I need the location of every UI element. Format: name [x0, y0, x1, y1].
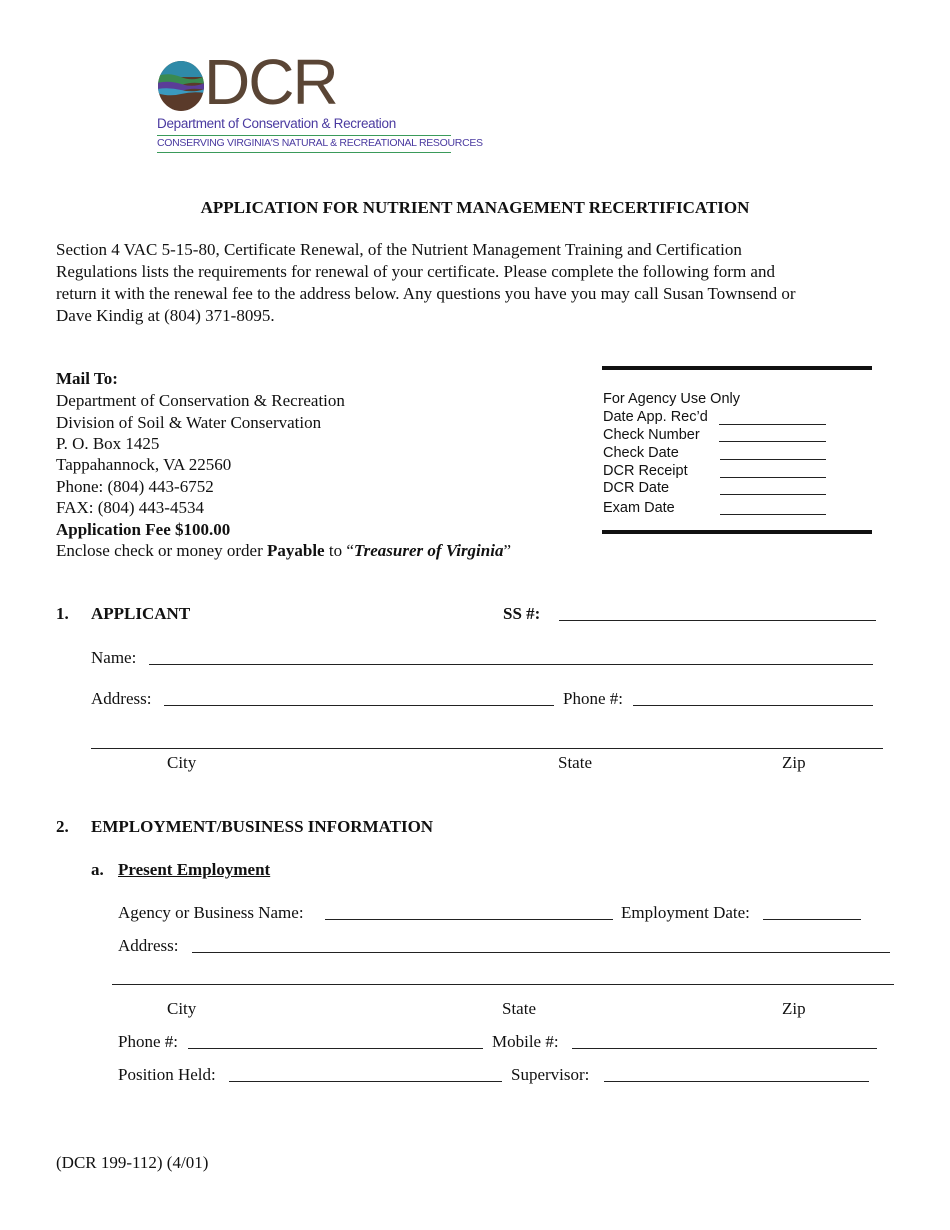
- form-number-footer: (DCR 199-112) (4/01): [56, 1153, 209, 1172]
- phone-input[interactable]: [633, 705, 873, 706]
- employer-city-caption: City: [167, 999, 197, 1018]
- enclose-to: to “: [324, 541, 354, 560]
- agency-field-label: DCR Date: [603, 480, 670, 496]
- city-state-zip-input[interactable]: [91, 748, 883, 749]
- name-label: Name:: [91, 648, 137, 667]
- employment-date-input[interactable]: [763, 919, 861, 920]
- application-fee: Application Fee $100.00: [56, 520, 231, 539]
- mail-to-phone: Phone: (804) 443-6752: [56, 477, 214, 496]
- agency-field-label: DCR Receipt: [603, 463, 688, 479]
- business-name-input[interactable]: [325, 919, 613, 920]
- agency-bottom-rule: [602, 530, 872, 534]
- section-1-number: 1.: [56, 604, 69, 623]
- agency-field-line[interactable]: [720, 494, 826, 495]
- agency-heading: For Agency Use Only: [603, 391, 740, 407]
- city-caption: City: [167, 753, 197, 772]
- mail-to-line-2: Division of Soil & Water Conservation: [56, 413, 322, 432]
- agency-field-line[interactable]: [719, 441, 826, 442]
- logo-letters: DCR: [204, 46, 337, 118]
- employer-state-caption: State: [502, 999, 536, 1018]
- subsection-a-heading: Present Employment: [118, 860, 271, 879]
- logo-tagline: CONSERVING VIRGINIA'S NATURAL & RECREATIONAL RESOURCES: [157, 137, 483, 149]
- employer-zip-caption: Zip: [782, 999, 806, 1018]
- phone-label: Phone #:: [563, 689, 623, 708]
- supervisor-label: Supervisor:: [511, 1065, 590, 1084]
- enclose-payable: Payable: [267, 541, 325, 560]
- employer-address-input[interactable]: [192, 952, 890, 953]
- employment-date-label: Employment Date:: [621, 903, 750, 922]
- agency-field-label: Check Number: [603, 427, 700, 443]
- agency-field-line[interactable]: [720, 514, 826, 515]
- intro-line-3: return it with the renewal fee to the address below. Any questions you have you may call Susan Townsend or: [56, 284, 796, 303]
- enclose-instructions: [56, 541, 511, 561]
- agency-field-label: Check Date: [603, 445, 679, 461]
- name-input[interactable]: [149, 664, 873, 665]
- mobile-input[interactable]: [572, 1048, 877, 1049]
- logo-rule-bottom: [157, 152, 451, 153]
- intro-line-1: Section 4 VAC 5-15-80, Certificate Renewal, of the Nutrient Management Training and Certification: [56, 240, 742, 259]
- business-name-label: Agency or Business Name:: [118, 903, 304, 922]
- mail-to-line-4: Tappahannock, VA 22560: [56, 455, 232, 474]
- address-label: Address:: [91, 689, 152, 708]
- section-2-number: 2.: [56, 817, 69, 836]
- subsection-a-letter: a.: [91, 860, 104, 879]
- intro-line-4: Dave Kindig at (804) 371-8095.: [56, 306, 275, 325]
- position-held-input[interactable]: [229, 1081, 502, 1082]
- employer-phone-input[interactable]: [188, 1048, 483, 1049]
- ss-input[interactable]: [559, 620, 876, 621]
- mail-to-line-1: Department of Conservation & Recreation: [56, 391, 345, 410]
- employer-phone-label: Phone #:: [118, 1032, 178, 1051]
- agency-field-line[interactable]: [719, 424, 826, 425]
- position-held-label: Position Held:: [118, 1065, 216, 1084]
- agency-field-line[interactable]: [720, 477, 826, 478]
- logo-rule: [157, 135, 451, 136]
- agency-top-rule: [602, 366, 872, 370]
- intro-line-2: Regulations lists the requirements for renewal of your certificate. Please complete the following form and: [56, 262, 775, 281]
- enclose-payee: Treasurer of Virginia: [353, 541, 504, 560]
- employer-city-state-zip-input[interactable]: [112, 984, 894, 985]
- enclose-end: ”: [503, 541, 512, 560]
- enclose-prefix: Enclose check or money order: [56, 541, 267, 560]
- mail-to-line-3: P. O. Box 1425: [56, 434, 160, 453]
- page-title: APPLICATION FOR NUTRIENT MANAGEMENT RECERTIFICATION: [200, 198, 750, 217]
- logo-department: Department of Conservation & Recreation: [157, 116, 396, 131]
- ss-label: SS #:: [503, 604, 541, 623]
- globe-icon: [157, 60, 205, 112]
- supervisor-input[interactable]: [604, 1081, 869, 1082]
- agency-field-label: Exam Date: [603, 500, 675, 516]
- section-2-heading: EMPLOYMENT/BUSINESS INFORMATION: [91, 817, 434, 836]
- mobile-label: Mobile #:: [492, 1032, 559, 1051]
- employer-address-label: Address:: [118, 936, 179, 955]
- section-1-heading: APPLICANT: [91, 604, 191, 623]
- zip-caption: Zip: [782, 753, 806, 772]
- mail-to-heading: Mail To:: [56, 369, 118, 388]
- mail-to-fax: FAX: (804) 443-4534: [56, 498, 204, 517]
- state-caption: State: [558, 753, 592, 772]
- agency-field-line[interactable]: [720, 459, 826, 460]
- agency-field-label: Date App. Rec’d: [603, 409, 708, 425]
- address-input[interactable]: [164, 705, 554, 706]
